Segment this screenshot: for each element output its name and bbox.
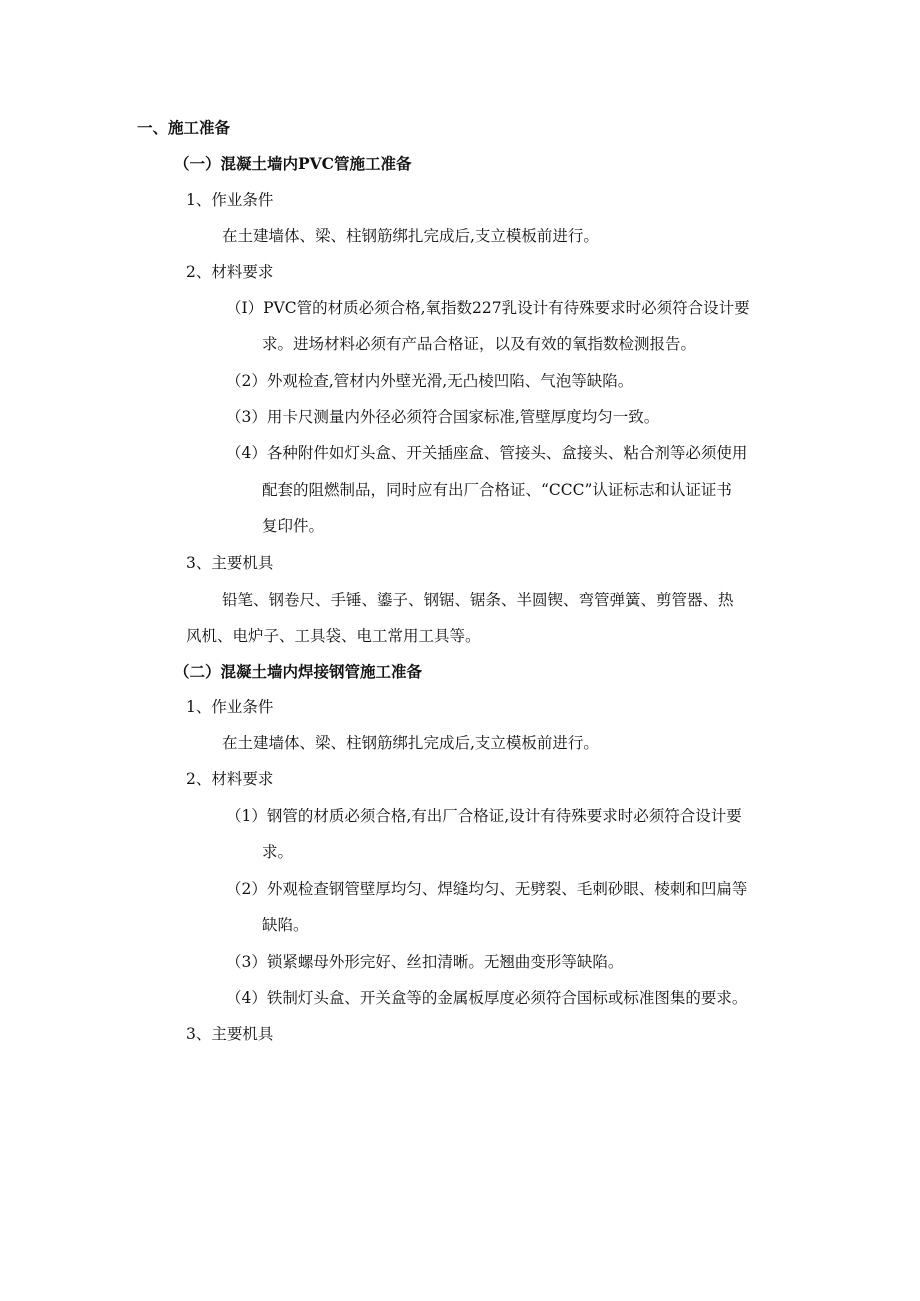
list-item-material-4-cont2: 复印件。 bbox=[262, 517, 325, 535]
item-heading-tools-b: 3、主要机具 bbox=[186, 1025, 274, 1043]
list-item-material-b-1-cont: 求。 bbox=[262, 843, 294, 861]
list-item-material-b-4: （4）铁制灯头盒、开关盒等的金属板厚度必须符合国标或标准图集的要求。 bbox=[226, 989, 748, 1007]
item-heading-conditions: 1、作业条件 bbox=[186, 191, 274, 209]
paragraph-tools-cont: 风机、电炉子、工具袋、电工常用工具等。 bbox=[186, 627, 481, 645]
list-item-material-1: （I）PVC管的材质必须合格,氧指数227乳设计有待殊要求时必须符合设计要 bbox=[226, 299, 750, 317]
list-item-material-b-2-cont: 缺陷。 bbox=[262, 916, 309, 934]
list-item-material-4-cont: 配套的阻燃制品，同时应有出厂合格证、“CCC”认证标志和认证证书 bbox=[262, 481, 732, 499]
list-item-material-1-cont: 求。进场材料必须有产品合格证，以及有效的氧指数检测报告。 bbox=[262, 335, 697, 353]
item-heading-conditions-b: 1、作业条件 bbox=[186, 698, 274, 716]
item-heading-tools: 3、主要机具 bbox=[186, 554, 274, 572]
paragraph-conditions-b: 在土建墙体、梁、柱钢筋绑扎完成后,支立模板前进行。 bbox=[222, 734, 599, 752]
list-item-material-4: （4）各种附件如灯头盒、开关插座盒、管接头、盒接头、粘合剂等必须使用 bbox=[226, 444, 748, 462]
section-heading: 一、施工准备 bbox=[137, 118, 231, 137]
list-item-material-3: （3）用卡尺测量内外径必须符合国家标准,管壁厚度均匀一致。 bbox=[226, 408, 660, 426]
paragraph-tools: 铅笔、钢卷尺、手锤、鎏子、钢锯、锯条、半圆锲、弯管弹簧、剪管器、热 bbox=[222, 591, 734, 609]
subsection-heading-pvc: （一）混凝土墙内PVC管施工准备 bbox=[174, 154, 412, 173]
paragraph-conditions: 在土建墙体、梁、柱钢筋绑扎完成后,支立模板前进行。 bbox=[222, 227, 599, 245]
subsection-heading-steel: （二）混凝土墙内焊接钢管施工准备 bbox=[174, 662, 423, 681]
list-item-material-2: （2）外观检查,管材内外壁光滑,无凸棱凹陷、气泡等缺陷。 bbox=[226, 372, 634, 390]
item-heading-materials: 2、材料要求 bbox=[186, 263, 274, 281]
list-item-material-b-1: （1）钢管的材质必须合格,有出厂合格证,设计有待殊要求时必须符合设计要 bbox=[226, 807, 742, 825]
item-heading-materials-b: 2、材料要求 bbox=[186, 770, 274, 788]
list-item-material-b-2: （2）外观检查钢管壁厚均匀、焊缝均匀、无劈裂、毛刺砂眼、棱刺和凹扁等 bbox=[226, 880, 748, 898]
list-item-material-b-3: （3）锁紧螺母外形完好、丝扣清晰。无翘曲变形等缺陷。 bbox=[226, 953, 624, 971]
